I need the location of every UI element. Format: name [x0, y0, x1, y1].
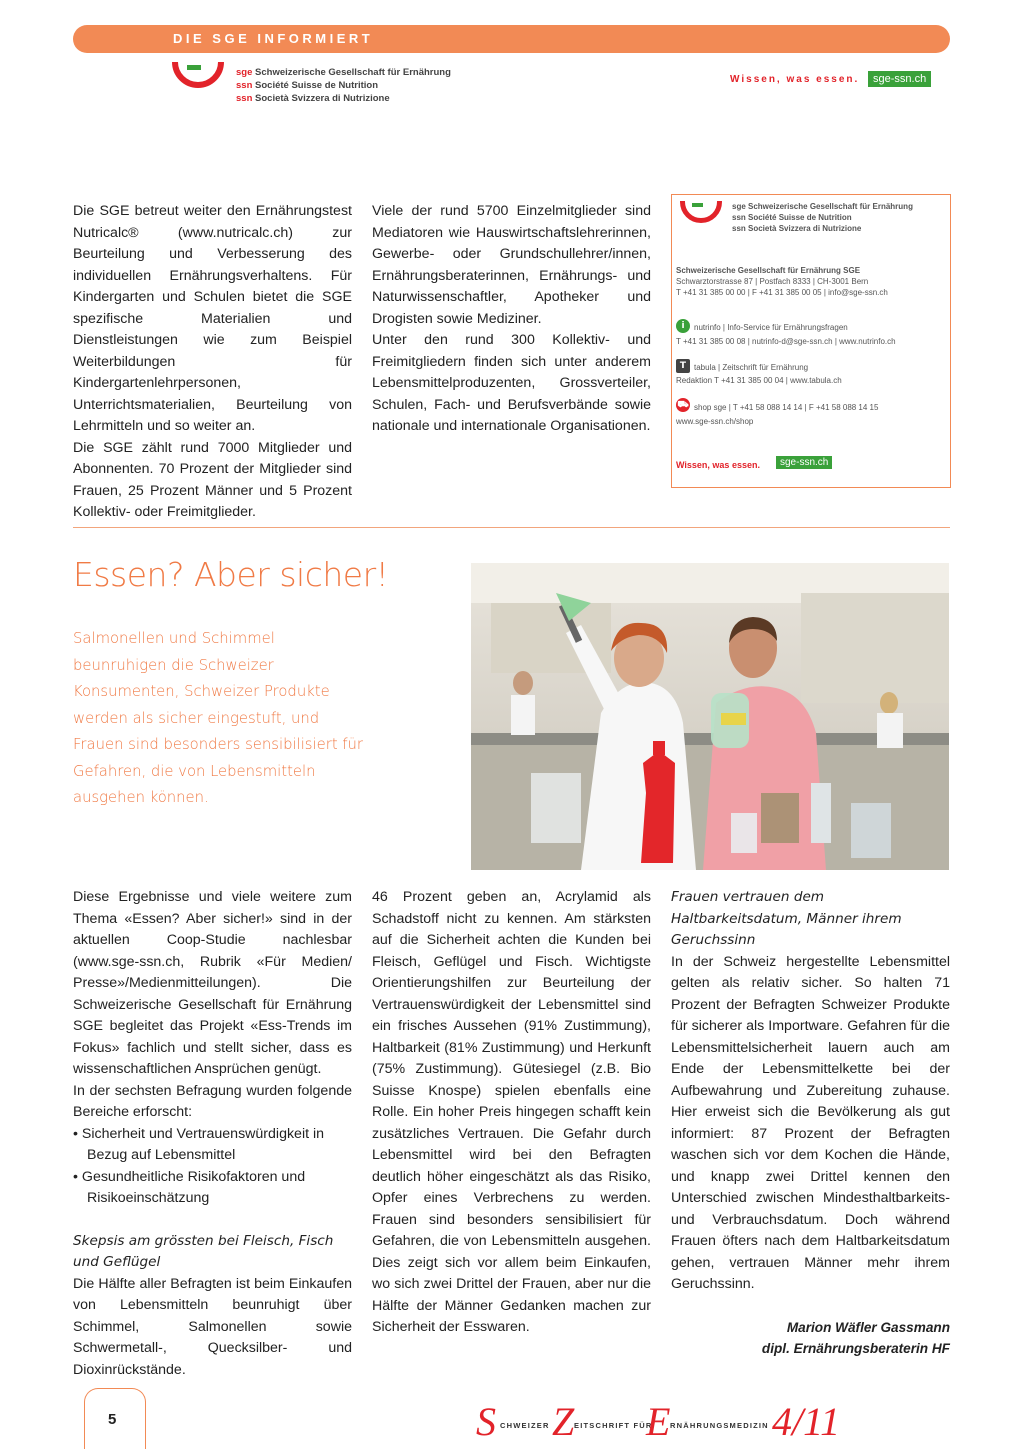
journal-title — [476, 1398, 856, 1444]
paragraph: Die SGE betreut weiter den Ernährungstest Nutricalc® (www.nutricalc.ch) zur Beurteilung und Verbesserung des individuellen Ernährungsverhaltens. Für Kindergarten und Schulen bietet die SGE spezifische Materialien und Dienstleistungen wie zum Beispiel Weiterbildungen für Kindergartenlehrpersonen, Unterrichtsmaterialien, Beurteilung von Lehrmitteln und so weiter an. — [73, 203, 352, 434]
paragraph: Unter den rund 300 Kollektiv- und Freimitgliedern finden sich unter anderem Lebensmittelproduzenten, Grossverteiler, Schulen, Fach- und Berufsverbände sowie nationale und internationale Organisationen. — [372, 332, 651, 434]
list-item: • Sicherheit und Vertrauenswürdigkeit in Bezug auf Lebensmittel — [73, 1125, 325, 1163]
infobox-logo-line: sge Schweizerische Gesellschaft für Ernährung — [732, 202, 913, 211]
sge-logo-icon — [678, 201, 722, 223]
header-url-badge[interactable]: sge-ssn.ch — [868, 71, 931, 87]
logo-line: Société Suisse de Nutrition — [255, 80, 379, 91]
section-divider — [73, 527, 950, 528]
paragraph: Viele der rund 5700 Einzelmitglieder sind Mediatoren wie Hauswirtschaftslehrerinnen, Gewerbe- oder Grundschullehrer/innen, Ernährungsberaterinnen, Ernährungs- und Naturwissenschaftler, Apotheker und Drogisten sowie Mediziner. — [372, 203, 651, 327]
journal-word: EITSCHRIFT FÜR — [574, 1421, 653, 1430]
paragraph: In der sechsten Befragung wurden folgende Bereiche erforscht: — [73, 1082, 352, 1120]
nutrinfo-title: nutrinfo | Info-Service für Ernährungsfragen — [694, 323, 848, 332]
journal-initial: E — [646, 1399, 671, 1444]
sge-logo — [170, 62, 490, 112]
logo-abbr: sge — [236, 67, 253, 78]
info-icon: i — [676, 319, 690, 333]
shop-cart-icon: ⛟ — [677, 400, 689, 410]
sge-logo-icon — [170, 62, 224, 94]
tabula-contact[interactable]: Redaktion T +41 31 385 00 04 | www.tabula.ch — [676, 376, 842, 385]
tabula-title: tabula | Zeitschrift für Ernährung — [694, 363, 809, 372]
subheading: Frauen vertrauen dem Haltbarkeitsdatum, Männer ihrem Geruchssinn — [671, 889, 902, 948]
journal-initial: S — [476, 1399, 496, 1444]
paragraph: Die Hälfte aller Befragten ist beim Einkaufen von Lebensmitteln beunruhigt über Schimmel, Salmonellen sowie Schwermetall-, Quecksilber- und Dioxinrückstände. — [73, 1275, 352, 1378]
nutrinfo-contact[interactable]: T +41 31 385 00 08 | nutrinfo-d@sge-ssn.ch | www.nutrinfo.ch — [676, 337, 896, 346]
author-name: Marion Wäfler Gassmann — [786, 1319, 950, 1335]
tabula-icon: T — [676, 359, 690, 373]
author-title: dipl. Ernährungsberaterin HF — [761, 1341, 950, 1356]
article-column-2 — [372, 887, 651, 1339]
header-slogan: Wissen, was essen. — [730, 74, 860, 85]
page-number-tab — [84, 1388, 146, 1449]
infobox-logo-line: ssn Società Svizzera di Nutrizione — [732, 224, 862, 233]
issue-number: 4/11 — [772, 1399, 841, 1444]
sge-contact-box — [671, 194, 951, 488]
logo-abbr: ssn — [236, 93, 253, 104]
infobox-logo-line: ssn Société Suisse de Nutrition — [732, 213, 852, 222]
infobox-url-badge[interactable]: sge-ssn.ch — [776, 456, 832, 469]
page-number: 5 — [108, 1411, 117, 1428]
journal-word: CHWEIZER — [500, 1421, 550, 1430]
article-column-3 — [671, 887, 950, 1360]
section-banner — [73, 25, 950, 53]
logo-line: Schweizerische Gesellschaft für Ernährung — [255, 67, 451, 78]
logo-abbr: ssn — [236, 80, 253, 91]
intro-column-2 — [372, 201, 651, 438]
infobox-contact[interactable]: T +41 31 385 00 00 | F +41 31 385 00 05 | info@sge-ssn.ch — [676, 288, 888, 297]
paragraph: Diese Ergebnisse und viele weitere zum Thema «Essen? Aber sicher!» sind in der aktuellen Coop-Studie nachlesbar (www.sge-ssn.ch, Rubrik «Für Medien/ Presse»/Medienmitteilungen). Die Schweizerische Gesellschaft für Ernährung SGE begleitet das Projekt «Ess-Trends im Fokus» fachlich und stellt sicher, dass es wissenschaftlichen Ansprüchen genügt. — [73, 889, 352, 1077]
logo-line: Società Svizzera di Nutrizione — [255, 93, 390, 104]
infobox-org: Schweizerische Gesellschaft für Ernährung SGE — [676, 266, 861, 275]
shop-url[interactable]: www.sge-ssn.ch/shop — [676, 417, 754, 426]
shop-title: shop sge | T +41 58 088 14 14 | F +41 58 088 14 15 — [694, 403, 879, 412]
banner-title: DIE SGE INFORMIERT — [173, 31, 374, 46]
list-item: • Gesundheitliche Risikofaktoren und Risikoeinschätzung — [73, 1168, 306, 1206]
journal-word: RNÄHRUNGSMEDIZIN — [670, 1421, 769, 1430]
infobox-address: Schwarztorstrasse 87 | Postfach 8333 | CH-3001 Bern — [676, 277, 869, 286]
paragraph: Die SGE zählt rund 7000 Mitglieder und Abonnenten. 70 Prozent der Mitglieder sind Frauen, 25 Prozent Männer und 5 Prozent Kollektiv- oder Freimitglieder. — [73, 439, 352, 520]
subheading: Skepsis am grössten bei Fleisch, Fisch und Geflügel — [73, 1232, 334, 1270]
article-lead: Salmonellen und Schimmel beunruhigen die Schweizer Konsumenten, Schweizer Produkte werden als sicher eingestuft, und Frauen sind besonders sensibilisiert für Gefahren, die von Lebensmitteln ausgehen können. — [73, 630, 363, 806]
article-column-1 — [73, 887, 352, 1381]
paragraph: In der Schweiz hergestellte Lebensmittel gelten als relativ sicher. So halten 71 Prozent der Befragten Schweizer Produkte für sicherer als Importware. Gefahren für die Lebensmittelsicherheit lauern auch am Ende der Lebensmittelkette bei der Aufbewahrung und Zubereitung zuhause. Hier erweist sich die Bevölkerung als gut informiert: 87 Prozent der Befragten waschen sich vor dem Kochen die Hände, und knapp zwei Drittel kennen den Unterschied zwischen Mindesthaltbarkeits- und Verbrauchsdatum. Doch während Frauen öfters nach dem Haltbarkeitsdatum gehen, vertrauen Männer mehr ihrem Geruchssinn. — [671, 953, 950, 1292]
lab-photo — [471, 563, 949, 870]
journal-initial: Z — [552, 1399, 575, 1444]
infobox-slogan: Wissen, was essen. — [676, 460, 760, 470]
article-headline: Essen? Aber sicher! — [73, 555, 389, 594]
paragraph: 46 Prozent geben an, Acrylamid als Schadstoff nicht zu kennen. Am stärksten auf die Sicherheit achten die Kunden bei Fleisch, Geflügel und Fisch. Wichtigste Orientierungshilfen zur Beurteilung der Vertrauenswürdigkeit der Lebensmittel sind ein frisches Aussehen (91% Zustimmung), Haltbarkeit (81% Zustimmung) und Herkunft (75% Zustimmung). Gütesiegel (z.B. Bio Suisse Knospe) spielen ebenfalls eine Rolle. Ein hoher Preis hingegen schafft kein zusätzliches Vertrauen. Die Gefahr durch Lebensmittel wird bei den Befragten deutlich höher eingeschätzt als das Risiko, Opfer eines Verbrechens zu werden. Frauen sind besonders sensibilisiert für Gefahren, die von Lebensmitteln ausgehen. Dies zeigt sich vor allem beim Einkaufen, wo sich zwei Drittel der Frauen, aber nur die Hälfte der Männer Gedanken machen zur Sicherheit der Esswaren. — [372, 889, 651, 1335]
intro-column-1 — [73, 201, 352, 524]
